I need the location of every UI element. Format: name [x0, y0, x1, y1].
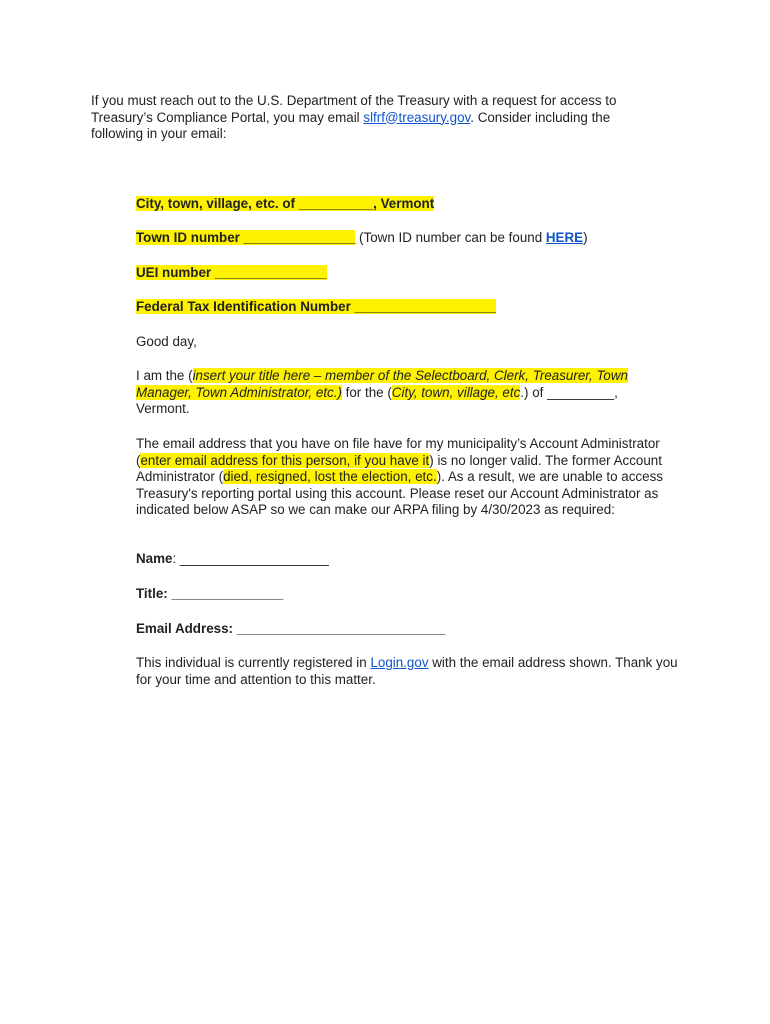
uei-field: UEI number _______________: [136, 265, 327, 280]
email-paragraph-pre: The email address that you have on file have for my municipality’s Account Administrator (: [136, 436, 660, 468]
reason-placeholder: died, resigned, lost the election, etc.: [223, 469, 437, 484]
email-address-line: [136, 621, 696, 638]
town-id-here-link[interactable]: HERE: [545, 230, 584, 245]
closing-pre: This individual is currently registered in: [136, 655, 371, 670]
city-line: [136, 196, 696, 213]
name-line: [136, 551, 696, 568]
closing-post: with the email address shown. Thank you for your time and attention to this matter.: [136, 655, 678, 687]
login-gov-link[interactable]: Login.gov: [370, 655, 429, 670]
tax-id-field: Federal Tax Identification Number ___________________: [136, 299, 497, 314]
town-id-field: Town ID number _______________: [136, 230, 356, 245]
tax-id-line: [136, 299, 696, 316]
title-field: Title: _______________: [136, 586, 284, 601]
treasury-email-link[interactable]: slfrf@treasury.gov: [363, 109, 471, 125]
email-paragraph: [136, 436, 686, 519]
email-address-field: Email Address: ____________________________: [136, 621, 446, 636]
title-paragraph-mid: for the (: [341, 384, 392, 400]
title-line: [136, 586, 696, 603]
town-id-note: (Town ID number can be found: [355, 230, 546, 245]
email-paragraph-post: ). As a result, we are unable to access Treasury's reporting portal using this account. Please reset our Account Administrator as indicated below ASAP so we can make our ARPA filing by 4/30/2023 as required:: [136, 469, 663, 517]
greeting: Good day,: [136, 334, 197, 349]
title-paragraph: [136, 368, 656, 418]
town-id-note-end: ): [583, 230, 588, 245]
town-id-line: [136, 230, 696, 247]
name-blank: : ____________________: [172, 551, 329, 566]
intro-paragraph: [91, 93, 651, 143]
name-label: Name: [136, 551, 173, 566]
uei-line: [136, 265, 696, 282]
closing-paragraph: [136, 655, 686, 688]
city-placeholder: City, town, village, etc: [391, 384, 521, 400]
intro-text-2: . Consider including the following in your email:: [91, 109, 611, 141]
intro-text-1: If you must reach out to the U.S. Department of the Treasury with a request for access to Treasury’s Compliance Portal, you may email: [91, 93, 617, 125]
city-field: City, town, village, etc. of __________, Vermont: [136, 196, 435, 211]
email-placeholder: enter email address for this person, if you have it: [140, 452, 430, 468]
title-paragraph-post: .) of _________, Vermont.: [136, 384, 618, 416]
email-paragraph-mid: ) is no longer valid. The former Account Administrator (: [136, 452, 662, 484]
title-paragraph-pre: I am the (: [136, 368, 193, 383]
title-placeholder: insert your title here – member of the Selectboard, Clerk, Treasurer, Town Manager, Town Administrator, etc.): [136, 368, 628, 400]
